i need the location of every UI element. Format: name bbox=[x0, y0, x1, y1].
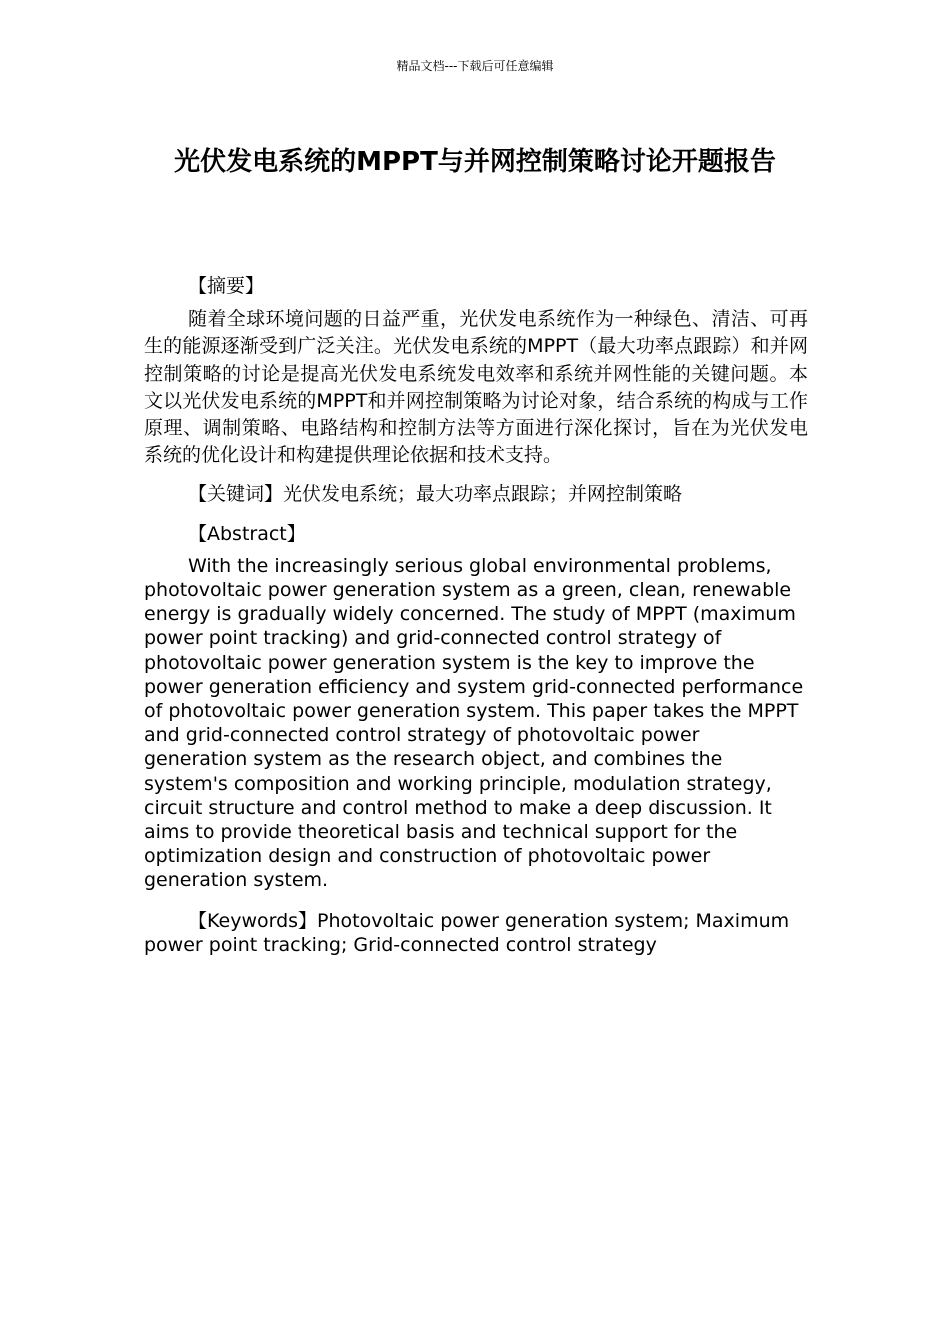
keywords-cn: 【关键词】光伏发电系统；最大功率点跟踪；并网控制策略 bbox=[188, 482, 683, 505]
abstract-en-paragraph: With the increasingly serious global environmental problems, photovoltaic power generation system as a green, clean, renewable energy is gradually widely concerned. The study of MPPT (maximum power point tracking) and grid-connected control strategy of photovoltaic power generation system is the key to improve the power generation efficiency and system grid-connected performance of photovoltaic power generation system. This paper takes the MPPT and grid-connected control strategy of photovoltaic power generation system as the research object, and combines the system's composition and working principle, modulation strategy, circuit structure and control method to make a deep discussion. It aims to provide theoretical basis and technical support for the optimization design and construction of photovoltaic power generation system. bbox=[144, 554, 804, 892]
abstract-en-label: 【Abstract】 bbox=[188, 522, 306, 545]
abstract-cn-paragraph: 随着全球环境问题的日益严重，光伏发电系统作为一种绿色、清洁、可再生的能源逐渐受到广泛关注。光伏发电系统的MPPT（最大功率点跟踪）和并网控制策略的讨论是提高光伏发电系统发电效率和系统并网性能的关键问题。本文以光伏发电系统的MPPT和并网控制策略为讨论对象，结合系统的构成与工作原理、调制策略、电路结构和控制方法等方面进行深化探讨，旨在为光伏发电系统的优化设计和构建提供理论依据和技术支持。 bbox=[144, 308, 808, 467]
document-title: 光伏发电系统的MPPT与并网控制策略讨论开题报告 bbox=[174, 147, 776, 177]
abstract-cn-label: 【摘要】 bbox=[188, 275, 265, 297]
header-note: 精品文档---下载后可任意编辑 bbox=[396, 59, 554, 73]
document-body bbox=[144, 270, 808, 957]
keywords-en: 【Keywords】Photovoltaic power generation system; Maximum power point tracking; Grid-connected control strategy bbox=[144, 909, 790, 956]
